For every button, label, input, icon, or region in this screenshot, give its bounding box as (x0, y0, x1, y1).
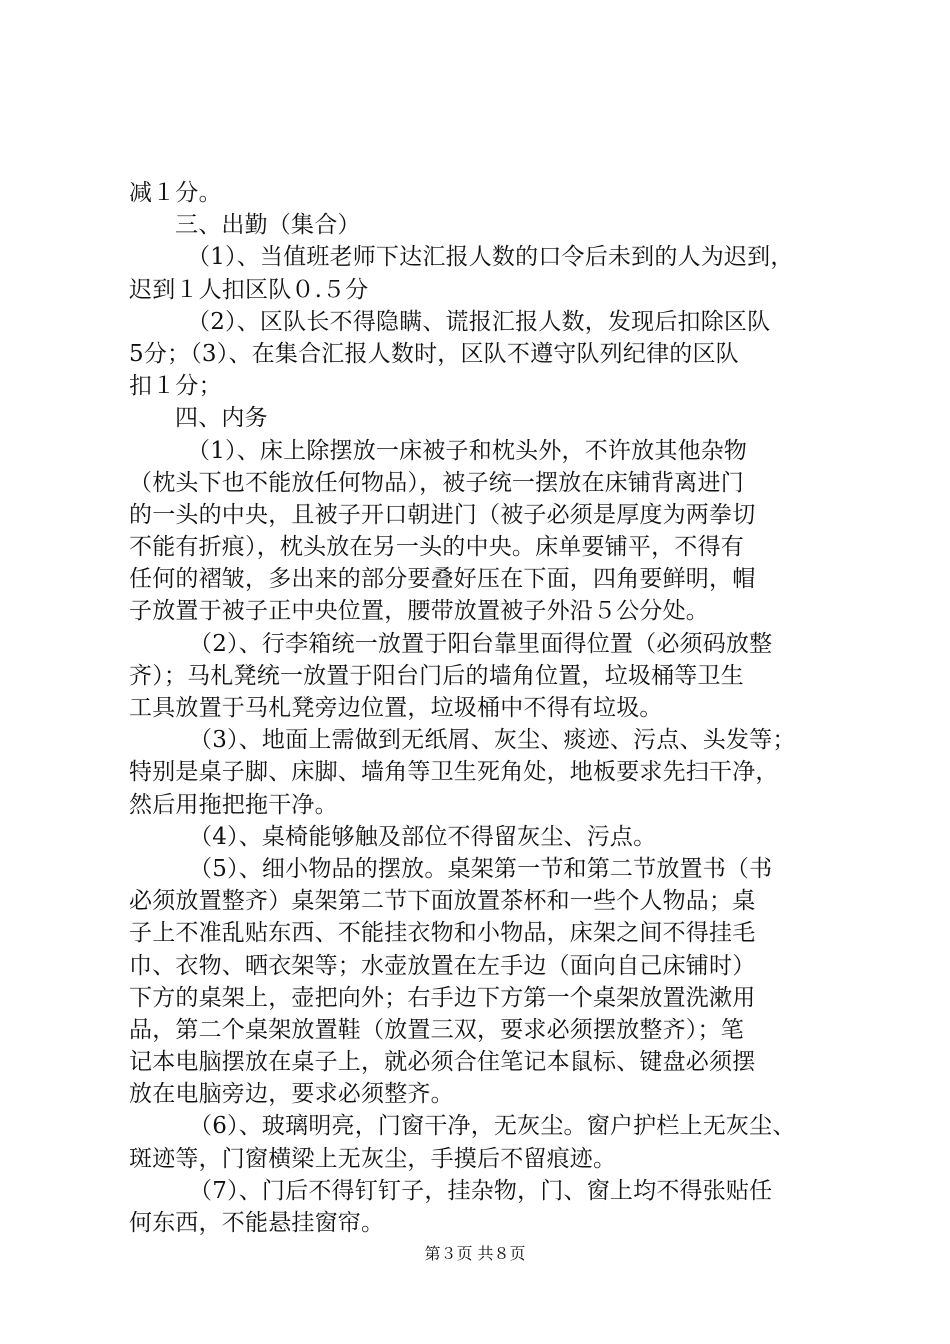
text-line: 齐）；马札凳统一放置于阳台门后的墙角位置，垃圾桶等卫生 (129, 662, 744, 689)
text-line: 放在电脑旁边，要求必须整齐。 (129, 1081, 454, 1108)
text-line: （2）、行李箱统一放置于阳台靠里面得位置（必须码放整 (189, 630, 773, 657)
text-line: （4）、桌椅能够触及部位不得留灰尘、污点。 (189, 823, 657, 850)
document-body (129, 177, 833, 1239)
text-line: 何东西，不能悬挂窗帘。 (129, 1210, 385, 1236)
text-line: 子上不准乱贴东西、不能挂衣物和小物品，床架之间不得挂毛 (129, 920, 756, 947)
text-line: 任何的褶皱，多出来的部分要叠好压在下面，四角要鲜明，帽 (129, 566, 756, 593)
text-line: 巾、衣物、晒衣架等；水壶放置在左手边（面向自己床铺时） (129, 952, 756, 979)
text-line: 工具放置于马札凳旁边位置，垃圾桶中不得有垃圾。 (129, 695, 663, 721)
text-line: （6）、玻璃明亮，门窗干净，无灰尘。窗户护栏上无灰尘、 (189, 1113, 796, 1140)
text-line: 5分；（3）、在集合汇报人数时，区队不遵守队列纪律的区队 (129, 340, 739, 367)
text-line: （枕头下也不能放任何物品），被子统一摆放在床铺背离进门 (129, 469, 744, 496)
text-line: 斑迹等，门窗横梁上无灰尘，手摸后不留痕迹。 (129, 1145, 617, 1172)
section-heading-attendance: 三、出勤（集合） (175, 212, 361, 239)
text-line: （5）、细小物品的摆放。桌架第一节和第二节放置书（书 (189, 855, 773, 882)
section-heading-housekeeping: 四、内务 (175, 405, 268, 432)
text-line: 迟到１人扣区队０.５分 (129, 276, 369, 303)
text-line: （2）、区队长不得隐瞒、谎报汇报人数，发现后扣除区队 (187, 308, 771, 335)
text-line: 减１分。 (129, 180, 222, 206)
text-line: 子放置于被子正中央位置，腰带放置被子外沿５公分处。 (129, 598, 709, 625)
text-line: 下方的桌架上，壶把向外；右手边下方第一个桌架放置洗漱用 (129, 984, 756, 1011)
text-line: （7）、门后不得钉钉子，挂杂物，门、窗上均不得张贴任 (189, 1177, 773, 1204)
text-line: 记本电脑摆放在桌子上，就必须合住笔记本鼠标、键盘必须摆 (129, 1049, 756, 1076)
text-line: 的一头的中央，且被子开口朝进门（被子必须是厚度为两拳切 (129, 501, 756, 528)
text-line: （1）、床上除摆放一床被子和枕头外，不许放其他杂物 (187, 437, 748, 464)
text-line: 必须放置整齐）桌架第二节下面放置茶杯和一些个人物品；桌 (129, 888, 756, 915)
text-line: 扣１分； (129, 373, 222, 400)
text-line: 不能有折痕），枕头放在另一头的中央。床单要铺平，不得有 (129, 534, 744, 561)
text-line: 特别是桌子脚、床脚、墙角等卫生死角处，地板要求先扫干净， (129, 759, 779, 786)
text-line: 品，第二个桌架放置鞋（放置三双，要求必须摆放整齐）；笔 (129, 1016, 744, 1043)
text-line: 然后用拖把拖干净。 (129, 791, 338, 818)
page-footer: 第３页 共８页 (424, 1244, 526, 1263)
text-line: （1）、当值班老师下达汇报人数的口令后未到的人为迟到， (187, 244, 794, 271)
text-line: （3）、地面上需做到无纸屑、灰尘、痰迹、污点、头发等； (189, 727, 796, 754)
